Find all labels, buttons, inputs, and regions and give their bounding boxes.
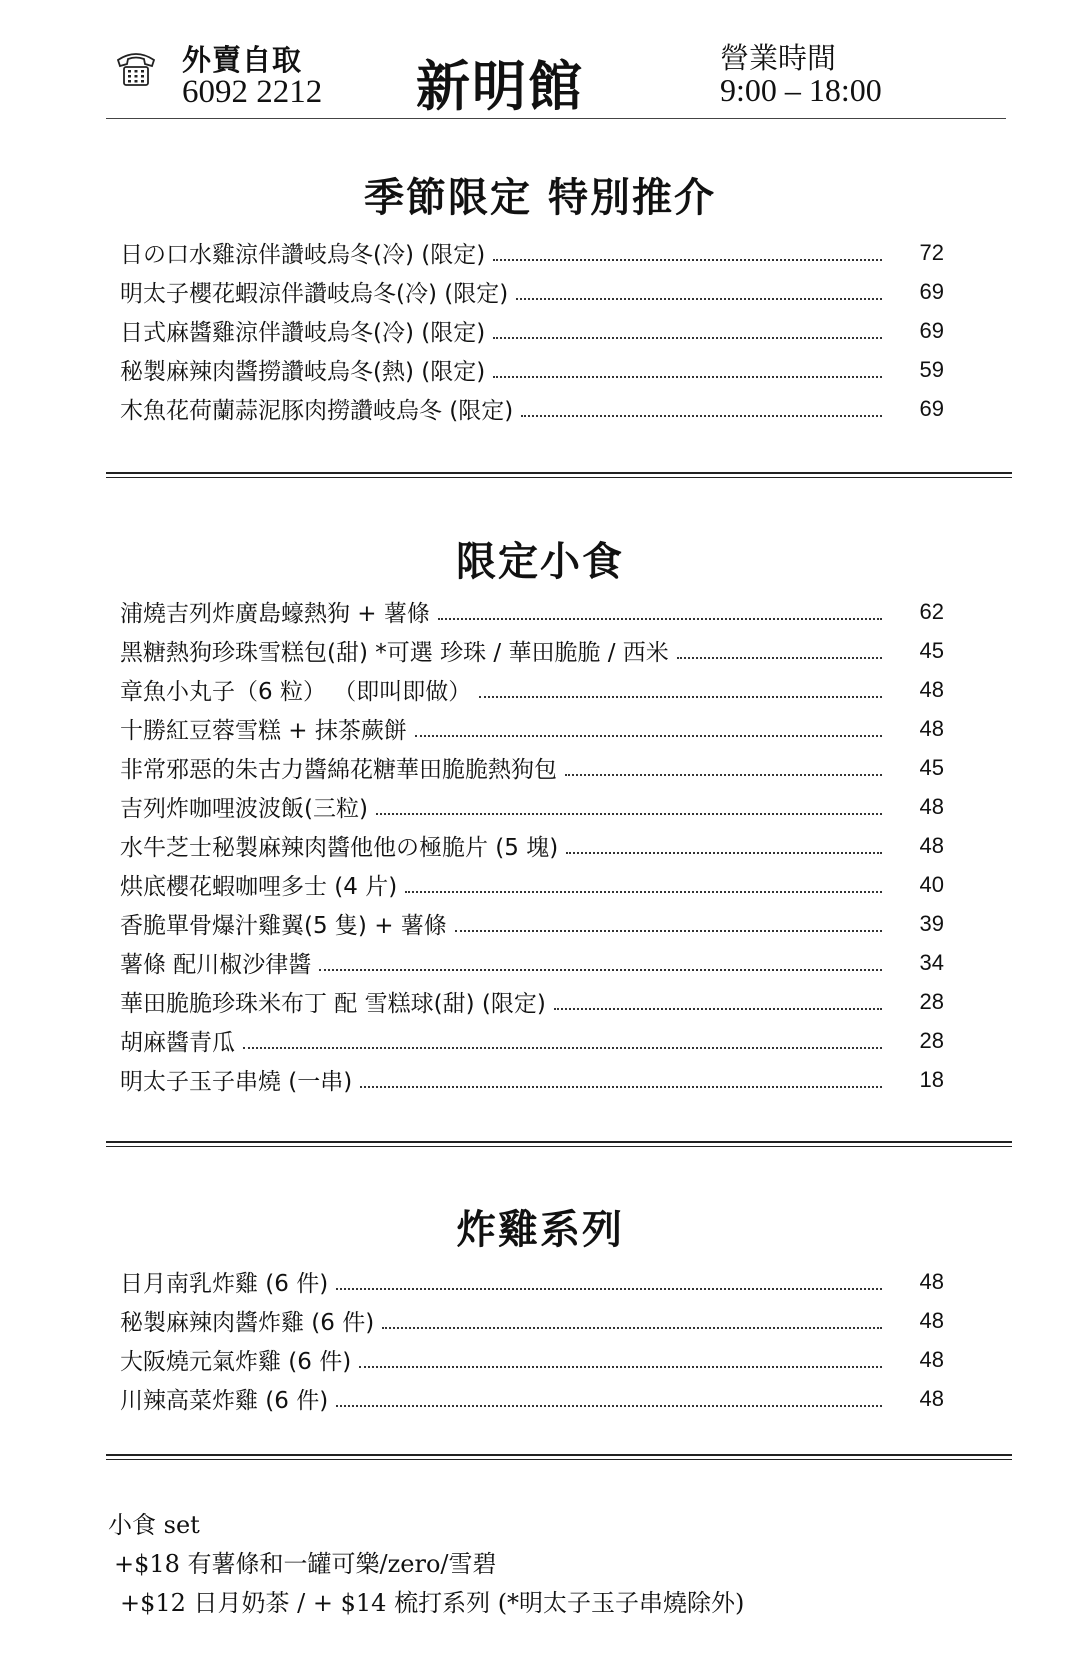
dot-leader <box>336 1288 882 1290</box>
menu-item-price: 69 <box>919 317 944 343</box>
menu-item-name: 浦燒吉列炸廣島蠔熱狗 + 薯條 <box>120 601 430 627</box>
menu-item-price: 28 <box>919 1027 944 1053</box>
dot-leader <box>565 774 882 776</box>
menu-item-price: 62 <box>919 598 944 624</box>
menu-item-name: 黑糖熱狗珍珠雪糕包(甜) *可選 珍珠 / 華田脆脆 / 西米 <box>120 640 669 666</box>
menu-item-price: 59 <box>919 356 944 382</box>
opening-hours-value: 9:00 – 18:00 <box>720 72 882 108</box>
menu-item <box>120 631 944 670</box>
menu-item-price: 28 <box>919 988 944 1014</box>
menu-item-name: 大阪燒元氣炸雞 (6 件) <box>120 1349 352 1375</box>
snack-set-info <box>108 1506 1008 1623</box>
takeaway-label: 外賣自取 <box>182 43 303 77</box>
menu-item <box>120 865 944 904</box>
dot-leader <box>243 1047 882 1049</box>
menu-item <box>120 1301 944 1340</box>
menu-item <box>120 592 944 631</box>
fried-chicken-item-list <box>120 1262 944 1418</box>
dot-leader <box>521 415 882 417</box>
menu-item-price: 18 <box>919 1066 944 1092</box>
menu-item-name: 吉列炸咖哩波波飯(三粒) <box>120 796 368 822</box>
menu-item-name: 木魚花荷蘭蒜泥豚肉撈讚岐烏冬 (限定) <box>120 398 514 424</box>
section-title-snacks: 限定小食 <box>456 539 624 585</box>
menu-item <box>120 748 944 787</box>
menu-item-price: 48 <box>919 1268 944 1294</box>
menu-item <box>120 787 944 826</box>
section-title-seasonal: 季節限定 特別推介 <box>364 175 716 221</box>
dot-leader <box>677 657 882 659</box>
dot-leader <box>554 1008 882 1010</box>
dot-leader <box>479 696 882 698</box>
menu-item <box>120 982 944 1021</box>
section-divider <box>106 472 1012 478</box>
menu-item-price: 48 <box>919 1346 944 1372</box>
menu-item-name: 日式麻醬雞涼伴讚岐烏冬(冷) (限定) <box>120 320 486 346</box>
menu-item-name: 十勝紅豆蓉雪糕 + 抹茶蕨餅 <box>120 718 407 744</box>
header-divider <box>106 118 1006 119</box>
dot-leader <box>336 1405 882 1407</box>
dot-leader <box>405 891 882 893</box>
dot-leader <box>382 1327 882 1329</box>
menu-header <box>106 30 1006 120</box>
takeaway-phone-number[interactable]: 6092 2212 <box>182 74 323 110</box>
menu-item-price: 48 <box>919 832 944 858</box>
menu-item-price: 45 <box>919 637 944 663</box>
dot-leader <box>455 930 882 932</box>
menu-item-name: 水牛芝士秘製麻辣肉醬他他の極脆片 (5 塊) <box>120 835 559 861</box>
dot-leader <box>493 337 882 339</box>
menu-item-name: 烘底櫻花蝦咖哩多士 (4 片) <box>120 874 398 900</box>
menu-item-name: 香脆單骨爆汁雞翼(5 隻) + 薯條 <box>120 913 447 939</box>
menu-item <box>120 1262 944 1301</box>
menu-item-name: 秘製麻辣肉醬炸雞 (6 件) <box>120 1310 375 1336</box>
dot-leader <box>438 618 882 620</box>
snack-set-option-2: +$12 日月奶茶 / + $14 梳打系列 (*明太子玉子串燒除外) <box>120 1589 745 1617</box>
menu-item-name: 秘製麻辣肉醬撈讚岐烏冬(熱) (限定) <box>120 359 486 385</box>
telephone-icon <box>114 48 158 88</box>
dot-leader <box>359 1366 882 1368</box>
menu-item-price: 48 <box>919 1385 944 1411</box>
menu-item <box>120 233 944 272</box>
menu-item-name: 薯條 配川椒沙律醬 <box>120 952 312 978</box>
menu-item-price: 69 <box>919 395 944 421</box>
opening-hours-label: 營業時間 <box>720 41 837 75</box>
dot-leader <box>360 1086 882 1088</box>
shop-name: 新明館 <box>416 54 584 118</box>
dot-leader <box>566 852 882 854</box>
menu-item <box>120 1379 944 1418</box>
snack-item-list <box>120 592 944 1099</box>
menu-item <box>120 1060 944 1099</box>
menu-item-price: 39 <box>919 910 944 936</box>
seasonal-item-list <box>120 233 944 428</box>
menu-item <box>120 943 944 982</box>
section-divider <box>106 1141 1012 1147</box>
menu-item <box>120 350 944 389</box>
snack-set-option-1: +$18 有薯條和一罐可樂/zero/雪碧 <box>114 1550 497 1578</box>
menu-item <box>120 709 944 748</box>
menu-item-name: 華田脆脆珍珠米布丁 配 雪糕球(甜) (限定) <box>120 991 546 1017</box>
menu-item <box>120 311 944 350</box>
menu-item-name: 川辣高菜炸雞 (6 件) <box>120 1388 329 1414</box>
menu-item-name: 胡麻醬青瓜 <box>120 1030 235 1056</box>
menu-item <box>120 904 944 943</box>
menu-item-name: 明太子櫻花蝦涼伴讚岐烏冬(冷) (限定) <box>120 281 509 307</box>
menu-item <box>120 389 944 428</box>
menu-item-price: 48 <box>919 1307 944 1333</box>
menu-item-name: 非常邪惡的朱古力醬綿花糖華田脆脆熱狗包 <box>120 757 557 783</box>
section-title-fried-chicken: 炸雞系列 <box>456 1207 624 1253</box>
dot-leader <box>516 298 882 300</box>
menu-item-name: 日月南乳炸雞 (6 件) <box>120 1271 329 1297</box>
menu-item-name: 章魚小丸子（6 粒） （即叫即做） <box>120 679 472 705</box>
menu-item-price: 72 <box>919 239 944 265</box>
menu-item-price: 40 <box>919 871 944 897</box>
menu-item-price: 69 <box>919 278 944 304</box>
menu-item <box>120 1340 944 1379</box>
menu-item-price: 45 <box>919 754 944 780</box>
snack-set-title: 小食 set <box>108 1511 200 1539</box>
dot-leader <box>376 813 882 815</box>
menu-item <box>120 670 944 709</box>
menu-item <box>120 1021 944 1060</box>
menu-item-name: 明太子玉子串燒 (一串) <box>120 1069 353 1095</box>
dot-leader <box>493 259 882 261</box>
dot-leader <box>415 735 882 737</box>
menu-item <box>120 272 944 311</box>
menu-item-price: 48 <box>919 793 944 819</box>
dot-leader <box>319 969 882 971</box>
menu-item-price: 48 <box>919 715 944 741</box>
section-divider <box>106 1454 1012 1460</box>
menu-item-price: 48 <box>919 676 944 702</box>
menu-item <box>120 826 944 865</box>
menu-item-name: 日の口水雞涼伴讚岐烏冬(冷) (限定) <box>120 242 486 268</box>
dot-leader <box>493 376 882 378</box>
menu-item-price: 34 <box>919 949 944 975</box>
